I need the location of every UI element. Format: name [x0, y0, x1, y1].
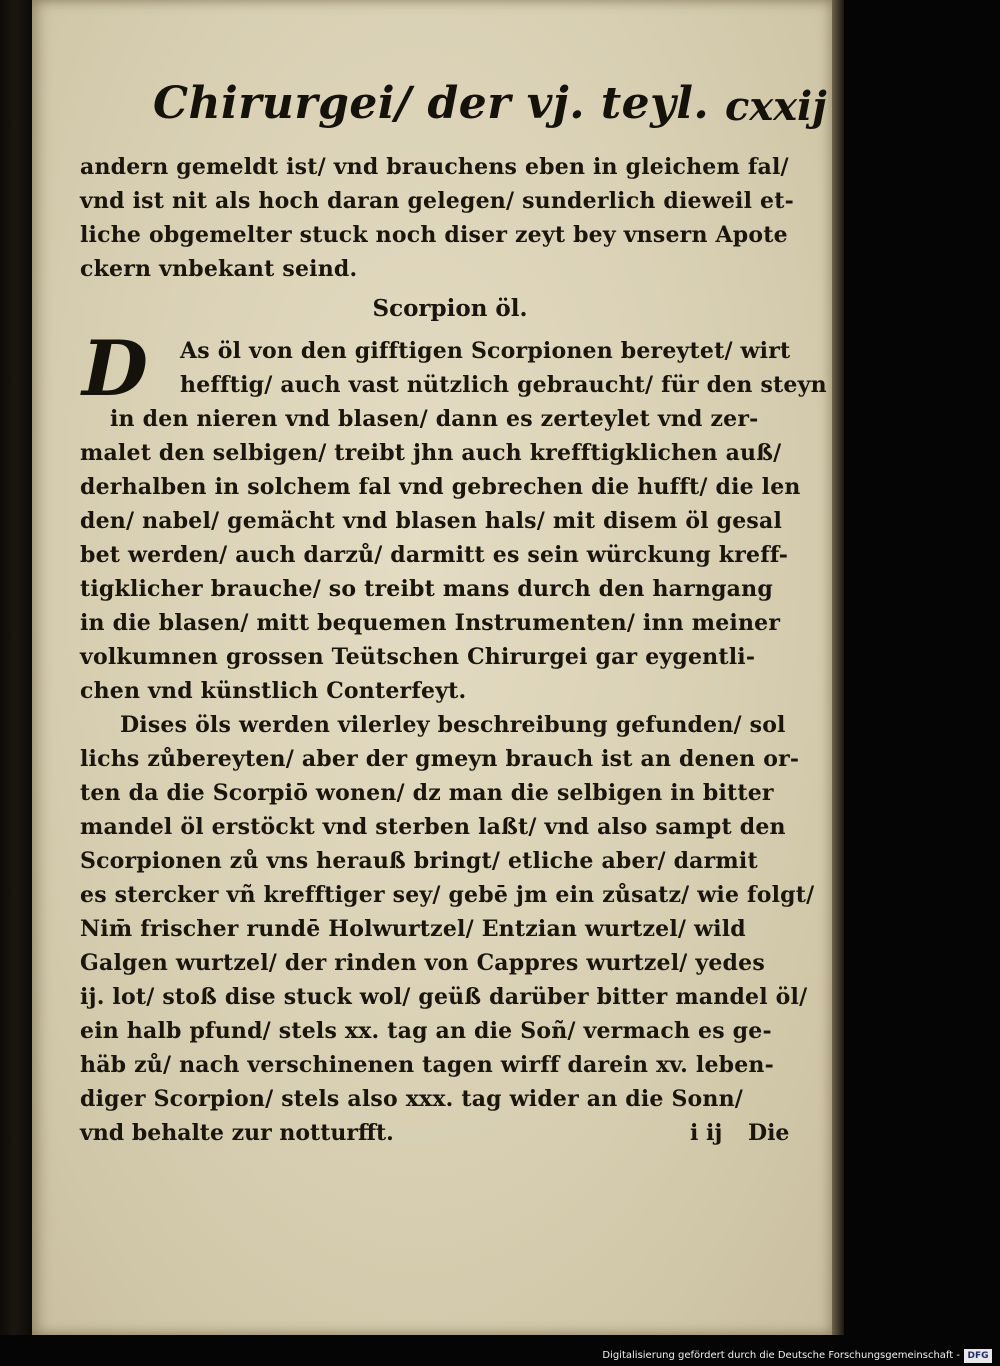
text-line: es stercker vñ krefftiger sey/ gebē jm ein zůsatz/ wie folgt/: [80, 882, 815, 908]
paragraph-continuation: [80, 150, 820, 286]
text-line: Dises öls werden vilerley beschreibung gefunden/ sol: [120, 712, 786, 738]
last-line-row: [80, 1116, 820, 1150]
text-line: malet den selbigen/ treibt jhn auch krefftigklichen auß/: [80, 440, 782, 466]
initial-letter: D: [82, 324, 148, 413]
main-text-block: [80, 150, 827, 1150]
digitization-footer: [0, 1348, 1000, 1366]
text-line: chen vnd künstlich Conterfeyt.: [80, 678, 467, 704]
text-line: Scorpionen zů vns herauß bringt/ etliche aber/ darmit: [80, 848, 758, 874]
text-line: As öl von den gifftigen Scorpionen bereytet/ wirt: [180, 338, 791, 364]
text-line: ij. lot/ stoß dise stuck wol/ geüß darüber bitter mandel öl/: [80, 984, 808, 1010]
text-line: lichs zůbereyten/ aber der gmeyn brauch ist an denen or-: [80, 746, 800, 772]
text-line: den/ nabel/ gemächt vnd blasen hals/ mit disem öl gesal: [80, 508, 783, 534]
running-head: [115, 68, 827, 138]
folio-number: cxxij: [725, 83, 827, 130]
text-line: häb zů/ nach verschinenen tagen wirff darein xv. leben-: [80, 1052, 774, 1078]
text-line: vnd behalte zur notturfft.: [80, 1120, 394, 1146]
page-edge-shadow: [832, 0, 844, 1335]
text-line: andern gemeldt ist/ vnd brauchens eben in gleichem fal/: [80, 154, 789, 180]
text-line: diger Scorpion/ stels also xxx. tag wider an die Sonn/: [80, 1086, 744, 1112]
text-line: Nim̄ frischer rundē Holwurtzel/ Entzian wurtzel/ wild: [80, 916, 746, 942]
text-line: tigklicher brauche/ so treibt mans durch den harngang: [80, 576, 773, 602]
book-binding-edge: [0, 0, 32, 1335]
text-line: bet werden/ auch darzů/ darmitt es sein würckung kreff-: [80, 542, 789, 568]
text-line: ckern vnbekant seind.: [80, 256, 358, 282]
text-line: in die blasen/ mitt bequemen Instrumenten/ inn meiner: [80, 610, 781, 636]
text-line: hefftig/ auch vast nützlich gebraucht/ für den steyn: [180, 372, 827, 398]
paragraph-scorpion-oil: [80, 324, 827, 708]
text-line: ein halb pfund/ stels xx. tag an die Soñ/ vermach es ge-: [80, 1018, 772, 1044]
text-line: ten da die Scorpiō wonen/ dz man die selbigen in bitter: [80, 780, 774, 806]
text-line: vnd ist nit als hoch daran gelegen/ sunderlich dieweil et-: [80, 188, 794, 214]
text-line: Galgen wurtzel/ der rinden von Cappres wurtzel/ yedes: [80, 950, 765, 976]
text-line: derhalben in solchem fal vnd gebrechen die hufft/ die len: [80, 474, 801, 500]
text-line: in den nieren vnd blasen/ dann es zerteylet vnd zer-: [110, 406, 759, 432]
funding-credit: Digitalisierung gefördert durch die Deutsche Forschungsgemeinschaft -: [602, 1350, 960, 1361]
text-line: mandel öl erstöckt vnd sterben laßt/ vnd also sampt den: [80, 814, 786, 840]
running-title: Chirurgei/ der vj. teyl.: [153, 78, 710, 129]
catchword: Die: [748, 1120, 790, 1146]
text-line: volkumnen grossen Teütschen Chirurgei gar eygentli-: [80, 644, 756, 670]
paragraph-preparation: [80, 708, 820, 1150]
text-line: liche obgemelter stuck noch diser zeyt bey vnsern Apote: [80, 222, 788, 248]
signature-mark: i ij: [690, 1120, 723, 1146]
section-heading: Scorpion öl.: [372, 295, 528, 322]
dfg-logo-icon: DFG: [964, 1349, 992, 1363]
